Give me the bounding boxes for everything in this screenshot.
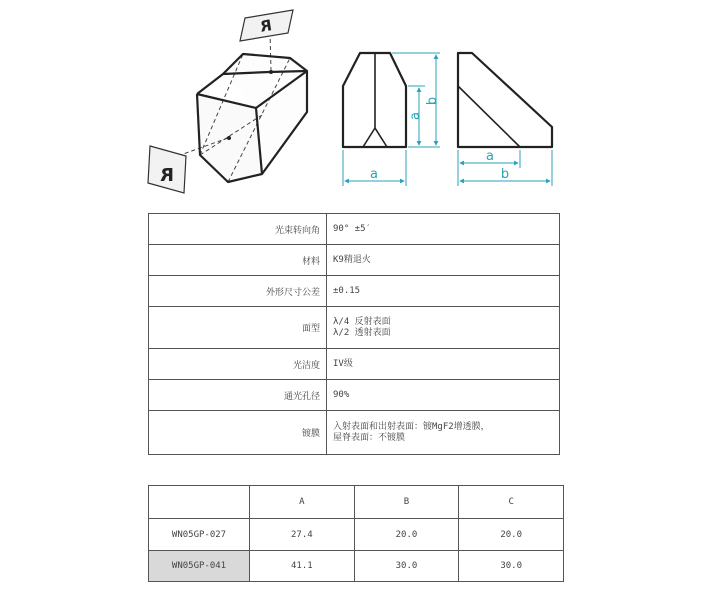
spec-row-surface-quality xyxy=(149,349,560,380)
model-cell: WN05GP-027 xyxy=(149,519,250,551)
spec-value: 90° ±5′ xyxy=(327,214,560,245)
dim-label-b-bottom: b xyxy=(500,167,510,182)
spec-label: 外形尺寸公差 xyxy=(149,276,327,307)
spec-table xyxy=(148,213,560,455)
mark-card-left xyxy=(148,146,186,193)
prism-drawing xyxy=(0,0,715,205)
spec-row-material xyxy=(149,245,560,276)
value-cell-c: 20.0 xyxy=(459,519,564,551)
spec-value: 入射表面和出射表面：镀MgF2增透膜， 屋脊表面：不镀膜 xyxy=(327,411,560,455)
spec-label: 镀膜 xyxy=(149,411,327,455)
spec-label: 材料 xyxy=(149,245,327,276)
mark-card-top xyxy=(240,10,293,41)
dimension-header-row xyxy=(149,486,564,519)
spec-value: 90% xyxy=(327,380,560,411)
spec-label: 通光孔径 xyxy=(149,380,327,411)
dim-label-a-front: a xyxy=(370,167,378,182)
header-cell-empty xyxy=(149,486,250,519)
spec-value: K9精退火 xyxy=(327,245,560,276)
dimension-table xyxy=(148,485,564,582)
spec-label: 光洁度 xyxy=(149,349,327,380)
dim-label-b-side: b xyxy=(425,96,440,106)
spec-label: 面型 xyxy=(149,307,327,349)
prism-side-view xyxy=(458,53,552,186)
table-row xyxy=(149,519,564,551)
mark-glyph-left: R xyxy=(160,165,174,186)
spec-row-beam-deviation xyxy=(149,214,560,245)
spec-row-coating xyxy=(149,411,560,455)
value-cell-a: 41.1 xyxy=(250,551,355,582)
value-cell-c: 30.0 xyxy=(459,551,564,582)
model-cell: WN05GP-041 xyxy=(149,551,250,582)
dim-label-a-side: a xyxy=(408,112,423,120)
mark-glyph-top: R xyxy=(258,16,274,36)
header-cell-a: A xyxy=(250,486,355,519)
dim-label-a-bottom: a xyxy=(486,149,494,164)
spec-value: λ/4 反射表面 λ/2 透射表面 xyxy=(327,307,560,349)
header-cell-c: C xyxy=(459,486,564,519)
value-cell-a: 27.4 xyxy=(250,519,355,551)
spec-value: ±0.15 xyxy=(327,276,560,307)
header-cell-b: B xyxy=(354,486,459,519)
spec-value: IV级 xyxy=(327,349,560,380)
value-cell-b: 20.0 xyxy=(354,519,459,551)
spec-row-surface-figure xyxy=(149,307,560,349)
table-row xyxy=(149,551,564,582)
spec-row-clear-aperture xyxy=(149,380,560,411)
value-cell-b: 30.0 xyxy=(354,551,459,582)
prism-front-view xyxy=(343,53,440,186)
spec-row-dimension-tolerance xyxy=(149,276,560,307)
spec-label: 光束转向角 xyxy=(149,214,327,245)
prism-isometric-view xyxy=(172,32,307,182)
